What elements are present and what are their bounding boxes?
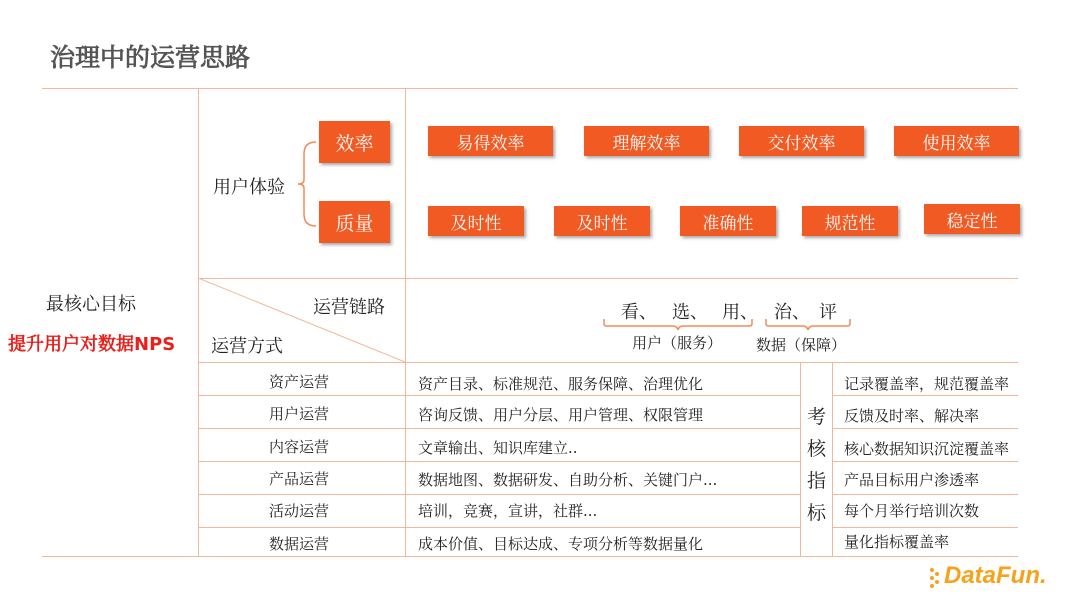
row-content-4: 数据地图、数据研发、自助分析、关键门户... — [418, 471, 718, 489]
kpi-char-2: 核 — [807, 438, 827, 460]
experience-label: 用户体验 — [213, 177, 285, 198]
row-line-5 — [198, 527, 801, 528]
quality-box: 质量 — [319, 201, 390, 243]
row-metric-6: 量化指标覆盖率 — [844, 533, 950, 551]
kpi-char-1: 考 — [807, 406, 827, 428]
row-content-1: 资产目录、标准规范、服务保障、治理优化 — [418, 375, 704, 393]
step-select: 选、 — [672, 302, 708, 323]
core-goal-label: 最核心目标 — [46, 294, 136, 315]
efficiency-box: 效率 — [319, 121, 390, 163]
step-govern: 治、 — [774, 302, 810, 323]
chain-diag-bottom: 运营方式 — [211, 336, 283, 357]
efficiency-item-3: 交付效率 — [739, 126, 864, 156]
efficiency-item-4: 使用效率 — [894, 126, 1019, 156]
row-name-5: 活动运营 — [269, 502, 330, 520]
row-metric-4: 产品目标用户渗透率 — [844, 471, 980, 489]
row-name-1: 资产运营 — [269, 373, 330, 391]
row-content-6: 成本价值、目标达成、专项分析等数据量化 — [418, 535, 704, 553]
efficiency-item-1: 易得效率 — [428, 126, 553, 156]
row-name-2: 用户运营 — [269, 405, 330, 423]
quality-item-1: 及时性 — [428, 206, 524, 236]
metric-line-3 — [832, 461, 1018, 462]
user-service-label: 用户（服务） — [632, 334, 723, 352]
row-line-3 — [198, 461, 801, 462]
logo-dots-icon — [928, 566, 944, 588]
quality-item-3: 准确性 — [680, 206, 776, 236]
kpi-char-3: 指 — [807, 470, 827, 492]
row-line-4 — [198, 494, 801, 495]
row-metric-5: 每个月举行培训次数 — [844, 502, 980, 520]
metric-line-4 — [832, 494, 1018, 495]
step-evaluate: 评 — [819, 302, 837, 323]
experience-bracket — [296, 140, 320, 228]
user-bracket — [603, 318, 753, 332]
row-metric-2: 反馈及时率、解决率 — [844, 407, 980, 425]
metric-line-2 — [832, 428, 1018, 429]
row-content-2: 咨询反馈、用户分层、用户管理、权限管理 — [418, 406, 704, 424]
efficiency-item-2: 理解效率 — [584, 126, 709, 156]
row-content-5: 培训，竞赛，宣讲，社群... — [418, 502, 598, 520]
nps-goal-label: 提升用户对数据NPS — [8, 334, 176, 355]
quality-item-2: 及时性 — [554, 206, 650, 236]
data-bracket — [765, 318, 851, 332]
row-content-3: 文章输出、知识库建立.. — [418, 439, 578, 457]
quality-item-4: 规范性 — [802, 206, 898, 236]
bottom-border — [42, 556, 1018, 557]
kpi-char-4: 标 — [807, 502, 827, 524]
step-use: 用、 — [722, 302, 758, 323]
chain-diag-top: 运营链路 — [313, 297, 385, 318]
datafun-logo: DataFun. — [944, 562, 1047, 589]
row-line-1 — [198, 395, 801, 396]
metric-line-5 — [832, 527, 1018, 528]
data-guarantee-label: 数据（保障） — [756, 336, 847, 354]
quality-item-5: 稳定性 — [924, 204, 1020, 234]
metric-line-1 — [832, 395, 1018, 396]
page-title: 治理中的运营思路 — [50, 43, 251, 72]
row-metric-3: 核心数据知识沉淀覆盖率 — [844, 440, 1010, 458]
row-name-6: 数据运营 — [269, 535, 330, 553]
row-name-3: 内容运营 — [269, 438, 330, 456]
row-metric-1: 记录覆盖率，规范覆盖率 — [844, 375, 1010, 393]
step-look: 看、 — [621, 302, 657, 323]
row-line-2 — [198, 428, 801, 429]
row-name-4: 产品运营 — [269, 470, 330, 488]
top-border — [42, 88, 1018, 89]
